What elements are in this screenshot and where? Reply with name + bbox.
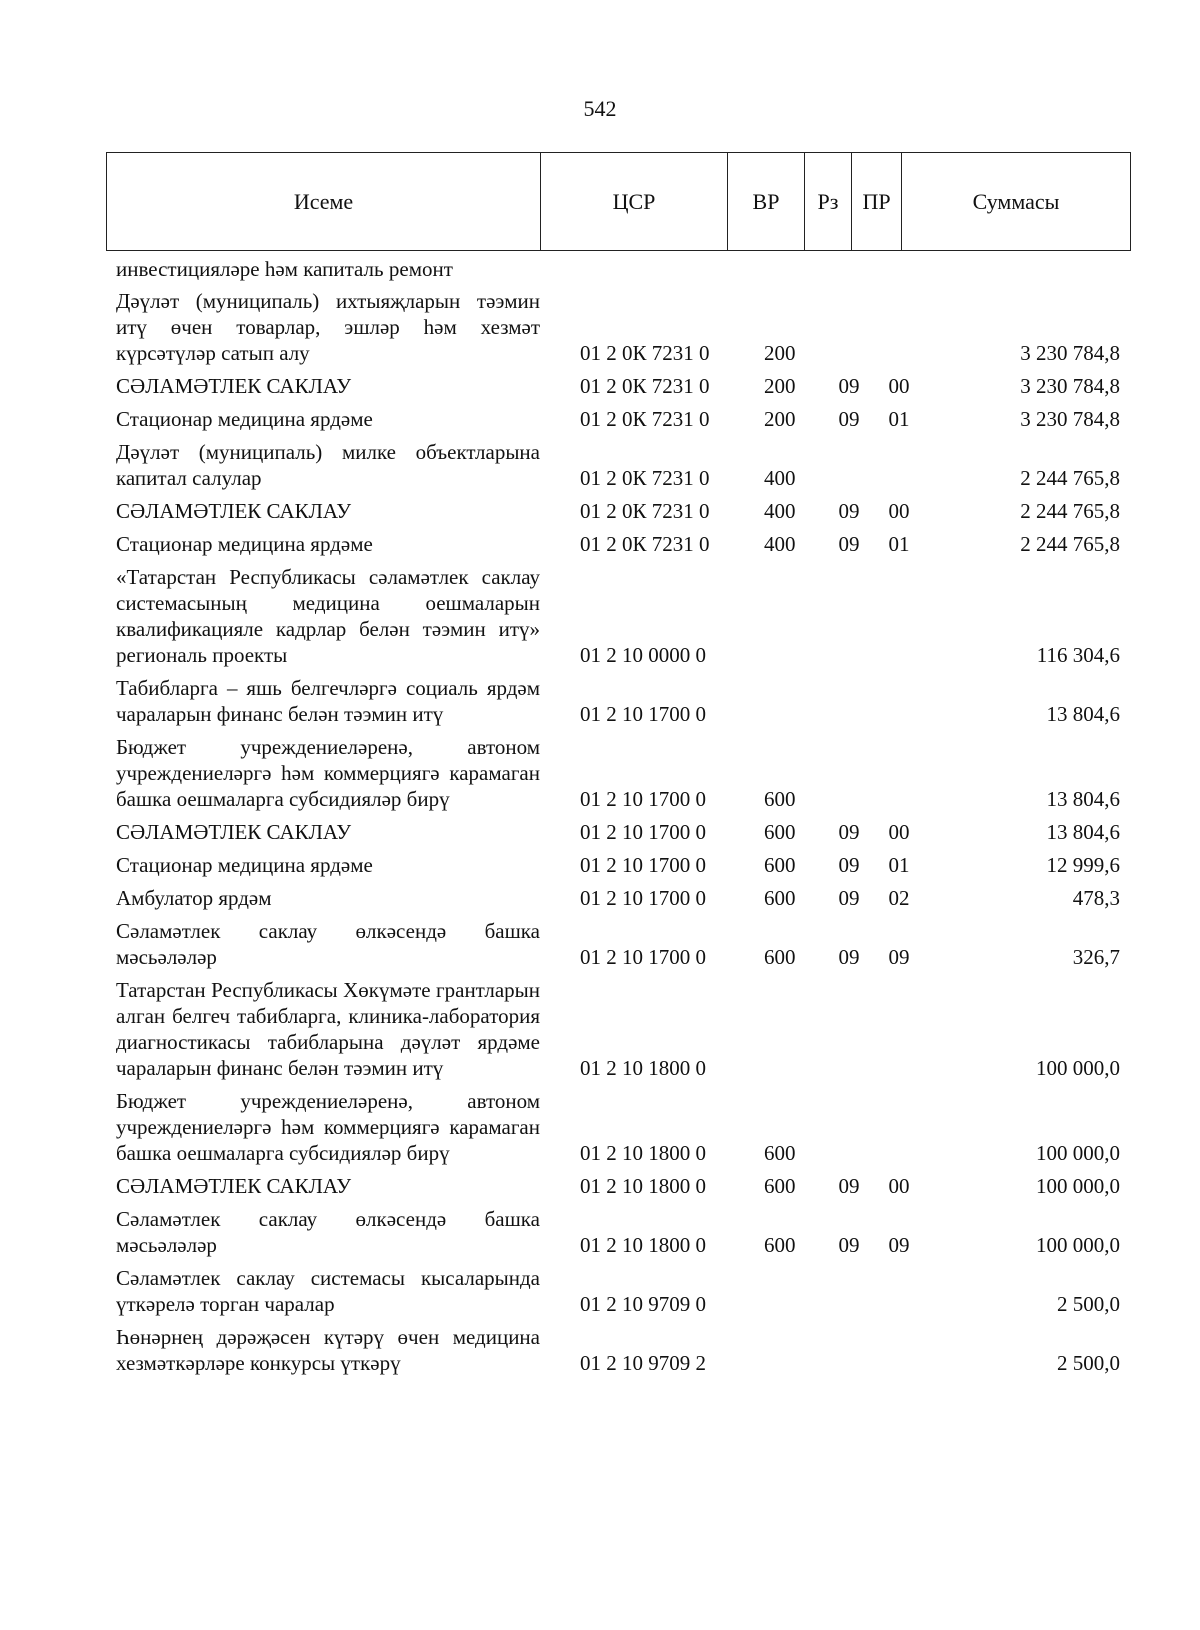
- row-vr-code: 600: [764, 787, 796, 811]
- table-row: [106, 977, 1130, 1081]
- table-row: [106, 373, 1130, 399]
- row-vr-code: 200: [764, 374, 796, 398]
- row-vr-code: 600: [764, 1141, 796, 1165]
- row-name: Сәламәтлек саклау өлкәсендә башка мәсьәләләр: [116, 919, 540, 969]
- row-name: Һөнәрнең дәрәҗәсен күтәрү өчен медицина хезмәткәрләре конкурсы үткәрү: [116, 1325, 540, 1375]
- table-row: [106, 439, 1130, 491]
- table-row: [106, 734, 1130, 812]
- table-row: [106, 852, 1130, 878]
- row-name: Сәламәтлек саклау системасы кысаларында үткәрелә торган чаралар: [116, 1266, 540, 1316]
- row-name: инвестицияләре һәм капиталь ремонт: [116, 257, 453, 281]
- row-rz-code: 09: [838, 374, 860, 398]
- row-csr-code: 01 2 10 1800 0: [580, 1233, 706, 1257]
- table-row: [106, 1088, 1130, 1166]
- row-amount: 2 244 765,8: [1020, 466, 1120, 490]
- row-csr-code: 01 2 0К 7231 0: [580, 374, 710, 398]
- budget-table-body: [106, 256, 1130, 1383]
- row-name: СӘЛАМӘТЛЕК САКЛАУ: [116, 499, 352, 523]
- row-amount: 13 804,6: [1046, 702, 1120, 726]
- row-amount: 100 000,0: [1036, 1141, 1120, 1165]
- row-vr-code: 400: [764, 532, 796, 556]
- row-pr-code: 09: [888, 945, 910, 969]
- row-csr-code: 01 2 10 1700 0: [580, 702, 706, 726]
- table-row: [106, 885, 1130, 911]
- row-csr-code: 01 2 10 1700 0: [580, 945, 706, 969]
- row-csr-code: 01 2 10 1800 0: [580, 1056, 706, 1080]
- row-name: Бюджет учреждениеләренә, автоном учреждениеләргә һәм коммерциягә карамаган башка оешмаларга субсидияләр бирү: [116, 735, 540, 811]
- row-pr-code: 01: [888, 853, 910, 877]
- row-amount: 3 230 784,8: [1020, 407, 1120, 431]
- row-csr-code: 01 2 10 9709 0: [580, 1292, 706, 1316]
- row-rz-code: 09: [838, 853, 860, 877]
- column-header-vr: ВР: [728, 153, 805, 251]
- row-rz-code: 09: [838, 886, 860, 910]
- row-csr-code: 01 2 10 1700 0: [580, 853, 706, 877]
- column-header-pr: ПР: [852, 153, 902, 251]
- row-vr-code: 600: [764, 820, 796, 844]
- row-rz-code: 09: [838, 499, 860, 523]
- table-row: [106, 256, 1130, 282]
- row-pr-code: 09: [888, 1233, 910, 1257]
- row-vr-code: 600: [764, 1233, 796, 1257]
- row-csr-code: 01 2 10 1700 0: [580, 820, 706, 844]
- column-header-name: Исеме: [107, 153, 541, 251]
- table-row: [106, 406, 1130, 432]
- row-pr-code: 00: [888, 820, 910, 844]
- row-name: СӘЛАМӘТЛЕК САКЛАУ: [116, 374, 352, 398]
- row-pr-code: 01: [888, 407, 910, 431]
- table-row: [106, 1324, 1130, 1376]
- table-row: [106, 564, 1130, 668]
- row-name: Татарстан Республикасы Хөкүмәте грантларын алган белгеч табибларга, клиника-лаборатория диагностикасы табибларына дәүләт ярдәме чараларын финанс белән тәэмин итү: [116, 978, 540, 1080]
- row-name: Амбулатор ярдәм: [116, 886, 272, 910]
- row-amount: 100 000,0: [1036, 1174, 1120, 1198]
- row-vr-code: 400: [764, 499, 796, 523]
- row-name: Сәламәтлек саклау өлкәсендә башка мәсьәләләр: [116, 1207, 540, 1257]
- row-amount: 2 500,0: [1057, 1292, 1120, 1316]
- table-row: [106, 1173, 1130, 1199]
- row-name: Стационар медицина ярдәме: [116, 853, 373, 877]
- row-csr-code: 01 2 10 9709 2: [580, 1351, 706, 1375]
- row-rz-code: 09: [838, 1233, 860, 1257]
- page-number: 542: [583, 96, 617, 121]
- row-name: СӘЛАМӘТЛЕК САКЛАУ: [116, 1174, 352, 1198]
- row-csr-code: 01 2 10 1800 0: [580, 1141, 706, 1165]
- row-vr-code: 600: [764, 1174, 796, 1198]
- column-header-rz: Рз: [805, 153, 852, 251]
- row-pr-code: 00: [888, 374, 910, 398]
- row-name: «Татарстан Республикасы сәламәтлек саклау системасының медицина оешмаларын квалификацияле кадрлар белән тәэмин итү» региональ проекты: [116, 565, 540, 667]
- row-csr-code: 01 2 10 1700 0: [580, 886, 706, 910]
- row-name: Стационар медицина ярдәме: [116, 532, 373, 556]
- row-vr-code: 600: [764, 945, 796, 969]
- row-csr-code: 01 2 10 0000 0: [580, 643, 706, 667]
- row-pr-code: 00: [888, 1174, 910, 1198]
- row-vr-code: 600: [764, 886, 796, 910]
- table-row: [106, 675, 1130, 727]
- row-csr-code: 01 2 0К 7231 0: [580, 532, 710, 556]
- row-amount: 13 804,6: [1046, 820, 1120, 844]
- table-header: [106, 152, 1131, 251]
- row-amount: 3 230 784,8: [1020, 374, 1120, 398]
- row-pr-code: 02: [888, 886, 910, 910]
- row-rz-code: 09: [838, 945, 860, 969]
- row-amount: 2 244 765,8: [1020, 532, 1120, 556]
- row-rz-code: 09: [838, 407, 860, 431]
- row-vr-code: 200: [764, 407, 796, 431]
- row-name: Дәүләт (муниципаль) ихтыяҗларын тәэмин итү өчен товарлар, эшләр һәм хезмәт күрсәтүләр сатып алу: [116, 289, 540, 365]
- row-rz-code: 09: [838, 532, 860, 556]
- table-row: [106, 1265, 1130, 1317]
- row-csr-code: 01 2 0К 7231 0: [580, 466, 710, 490]
- row-amount: 2 244 765,8: [1020, 499, 1120, 523]
- row-amount: 326,7: [1072, 945, 1120, 969]
- row-pr-code: 01: [888, 532, 910, 556]
- column-header-csr: ЦСР: [541, 153, 728, 251]
- row-csr-code: 01 2 0К 7231 0: [580, 341, 710, 365]
- row-vr-code: 400: [764, 466, 796, 490]
- row-name: Дәүләт (муниципаль) милке объектларына капитал салулар: [116, 440, 540, 490]
- row-vr-code: 600: [764, 853, 796, 877]
- row-amount: 13 804,6: [1046, 787, 1120, 811]
- row-amount: 3 230 784,8: [1020, 341, 1120, 365]
- row-rz-code: 09: [838, 1174, 860, 1198]
- row-amount: 478,3: [1072, 886, 1120, 910]
- table-row: [106, 819, 1130, 845]
- row-csr-code: 01 2 10 1800 0: [580, 1174, 706, 1198]
- row-amount: 2 500,0: [1057, 1351, 1120, 1375]
- table-row: [106, 918, 1130, 970]
- row-amount: 100 000,0: [1036, 1233, 1120, 1257]
- table-row: [106, 498, 1130, 524]
- table-row: [106, 531, 1130, 557]
- table-row: [106, 1206, 1130, 1258]
- row-csr-code: 01 2 10 1700 0: [580, 787, 706, 811]
- row-name: СӘЛАМӘТЛЕК САКЛАУ: [116, 820, 352, 844]
- row-rz-code: 09: [838, 820, 860, 844]
- row-vr-code: 200: [764, 341, 796, 365]
- row-amount: 116 304,6: [1036, 643, 1120, 667]
- row-name: Стационар медицина ярдәме: [116, 407, 373, 431]
- row-pr-code: 00: [888, 499, 910, 523]
- row-amount: 12 999,6: [1046, 853, 1120, 877]
- row-csr-code: 01 2 0К 7231 0: [580, 407, 710, 431]
- row-amount: 100 000,0: [1036, 1056, 1120, 1080]
- row-name: Бюджет учреждениеләренә, автоном учреждениеләргә һәм коммерциягә карамаган башка оешмаларга субсидияләр бирү: [116, 1089, 540, 1165]
- column-header-sum: Суммасы: [902, 153, 1131, 251]
- row-name: Табибларга – яшь белгечләргә социаль ярдәм чараларын финанс белән тәэмин итү: [116, 676, 540, 726]
- table-row: [106, 288, 1130, 366]
- row-csr-code: 01 2 0К 7231 0: [580, 499, 710, 523]
